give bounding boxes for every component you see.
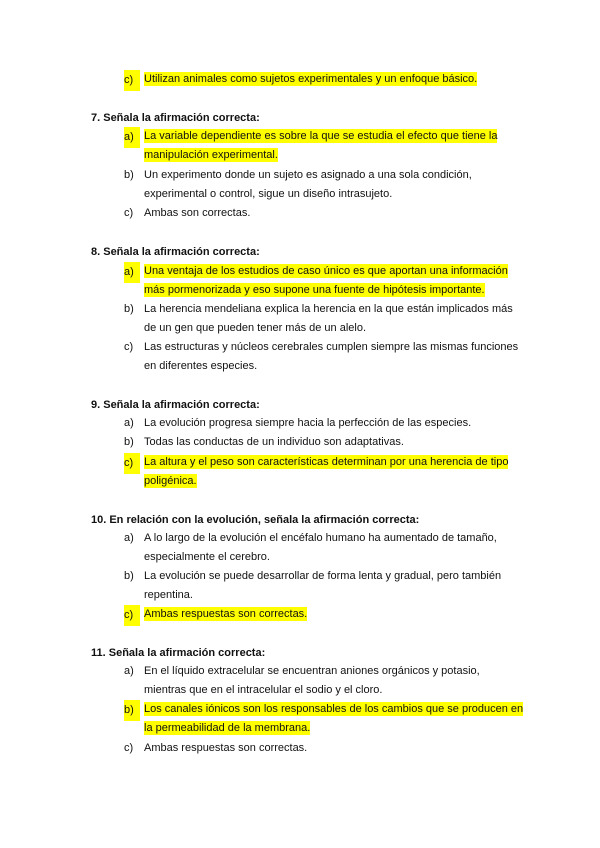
option-line: la permeabilidad de la membrana. bbox=[144, 722, 311, 734]
option-line: La variable dependiente es sobre la que se estudia el efecto que tiene la bbox=[144, 130, 498, 142]
option-letter: c) bbox=[124, 70, 140, 91]
option-text bbox=[144, 262, 534, 300]
option-letter: c) bbox=[124, 453, 140, 474]
option-line: La evolución se puede desarrollar de forma lenta y gradual, pero también bbox=[144, 570, 502, 582]
option-text bbox=[144, 204, 534, 223]
option-letter: c) bbox=[124, 605, 140, 626]
option-letter: c) bbox=[124, 207, 134, 219]
option-line: A lo largo de la evolución el encéfalo humano ha aumentado de tamaño, bbox=[144, 532, 497, 544]
option-line: En el líquido extracelular se encuentran aniones orgánicos y potasio, bbox=[144, 665, 480, 677]
option-letter: b) bbox=[124, 570, 134, 582]
option-line: más pormenorizada y eso supone una fuente de hipótesis importante. bbox=[144, 284, 485, 296]
option-text bbox=[144, 567, 534, 605]
option-letter: b) bbox=[124, 303, 134, 315]
option-line: Los canales iónicos son los responsables de los cambios que se producen en bbox=[144, 703, 524, 715]
option-text bbox=[144, 414, 534, 433]
option-line: poligénica. bbox=[144, 475, 197, 487]
option-line: La evolución progresa siempre hacia la perfección de las especies. bbox=[144, 417, 472, 429]
option-line: Ambas respuestas son correctas. bbox=[144, 608, 308, 620]
option-text bbox=[144, 338, 534, 376]
option-letter: a) bbox=[124, 665, 134, 677]
option-text bbox=[144, 453, 534, 491]
question-7-title: 7. Señala la afirmación correcta: bbox=[91, 112, 260, 124]
option-text bbox=[144, 662, 534, 700]
option-letter: b) bbox=[124, 436, 134, 448]
question-8-title: 8. Señala la afirmación correcta: bbox=[91, 246, 260, 258]
option-line: La altura y el peso son características determinan por una herencia de tipo bbox=[144, 456, 509, 468]
option-line: mientras que en el intracelular el sodio y el cloro. bbox=[144, 684, 383, 696]
option-line: manipulación experimental. bbox=[144, 149, 278, 161]
option-line: Una ventaja de los estudios de caso único es que aportan una información bbox=[144, 265, 508, 277]
option-line: Las estructuras y núcleos cerebrales cumplen siempre las mismas funciones bbox=[144, 341, 519, 353]
option-letter: b) bbox=[124, 700, 140, 721]
option-line: Utilizan animales como sujetos experimentales y un enfoque básico. bbox=[144, 73, 478, 85]
option-line: experimental o control, sigue un diseño intrasujeto. bbox=[144, 188, 393, 200]
option-text bbox=[144, 300, 534, 338]
option-letter: b) bbox=[124, 169, 134, 181]
option-letter: a) bbox=[124, 262, 140, 283]
option-letter: c) bbox=[124, 742, 134, 754]
option-text bbox=[144, 433, 534, 452]
option-line: repentina. bbox=[144, 589, 193, 601]
question-10-title: 10. En relación con la evolución, señala la afirmación correcta: bbox=[91, 514, 420, 526]
option-text bbox=[144, 166, 534, 204]
option-letter: a) bbox=[124, 417, 134, 429]
option-line: Ambas respuestas son correctas. bbox=[144, 742, 308, 754]
option-line: Todas las conductas de un individuo son adaptativas. bbox=[144, 436, 404, 448]
option-line: de un gen que pueden tener más de un alelo. bbox=[144, 322, 367, 334]
question-9-title: 9. Señala la afirmación correcta: bbox=[91, 399, 260, 411]
option-text bbox=[144, 605, 534, 624]
option-letter: a) bbox=[124, 127, 140, 148]
option-text bbox=[144, 529, 534, 567]
option-line: especialmente el cerebro. bbox=[144, 551, 270, 563]
option-letter: c) bbox=[124, 341, 134, 353]
option-text bbox=[144, 70, 534, 89]
option-line: en diferentes especies. bbox=[144, 360, 258, 372]
option-letter: a) bbox=[124, 532, 134, 544]
option-line: Un experimento donde un sujeto es asignado a una sola condición, bbox=[144, 169, 472, 181]
option-line: La herencia mendeliana explica la herencia en la que están implicados más bbox=[144, 303, 513, 315]
question-11-title: 11. Señala la afirmación correcta: bbox=[91, 647, 266, 659]
option-text bbox=[144, 127, 534, 165]
option-line: Ambas son correctas. bbox=[144, 207, 251, 219]
option-text bbox=[144, 739, 534, 758]
option-text bbox=[144, 700, 534, 738]
